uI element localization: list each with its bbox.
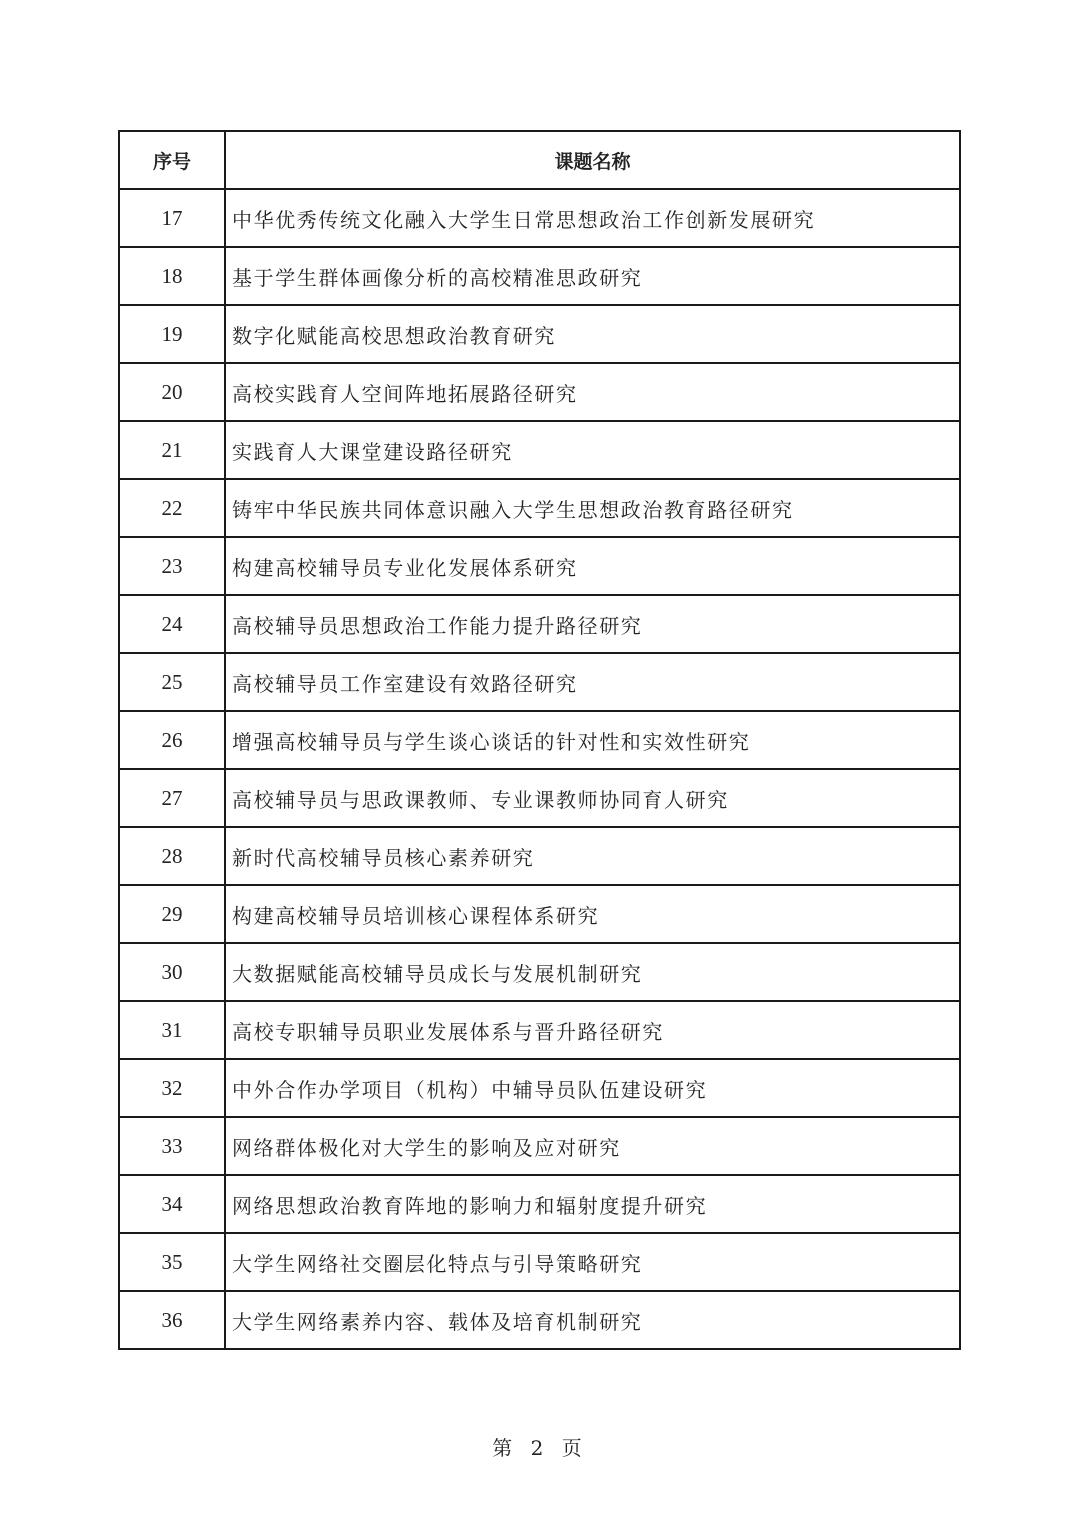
row-title: 增强高校辅导员与学生谈心谈话的针对性和实效性研究 [225,711,960,769]
topics-table [118,130,961,1350]
row-title: 中华优秀传统文化融入大学生日常思想政治工作创新发展研究 [225,189,960,247]
table-row [119,595,960,653]
row-title: 网络思想政治教育阵地的影响力和辐射度提升研究 [225,1175,960,1233]
table-row [119,653,960,711]
row-index: 21 [119,421,225,479]
table-row [119,189,960,247]
table-row [119,1175,960,1233]
row-index: 22 [119,479,225,537]
row-title: 实践育人大课堂建设路径研究 [225,421,960,479]
row-title: 新时代高校辅导员核心素养研究 [225,827,960,885]
page-number: 第 2 页 [492,1436,588,1460]
row-index: 32 [119,1059,225,1117]
row-title: 大学生网络社交圈层化特点与引导策略研究 [225,1233,960,1291]
table-row [119,1059,960,1117]
table-row [119,1291,960,1349]
row-index: 23 [119,537,225,595]
row-title: 高校实践育人空间阵地拓展路径研究 [225,363,960,421]
row-title: 高校辅导员思想政治工作能力提升路径研究 [225,595,960,653]
row-title: 高校辅导员与思政课教师、专业课教师协同育人研究 [225,769,960,827]
row-title: 构建高校辅导员培训核心课程体系研究 [225,885,960,943]
table-row [119,711,960,769]
row-title: 铸牢中华民族共同体意识融入大学生思想政治教育路径研究 [225,479,960,537]
row-title: 数字化赋能高校思想政治教育研究 [225,305,960,363]
table-row [119,885,960,943]
table-row [119,1233,960,1291]
header-index: 序号 [119,131,225,189]
table-header-row [119,131,960,189]
row-title: 构建高校辅导员专业化发展体系研究 [225,537,960,595]
row-index: 17 [119,189,225,247]
row-title: 高校辅导员工作室建设有效路径研究 [225,653,960,711]
table-row [119,827,960,885]
row-title: 中外合作办学项目（机构）中辅导员队伍建设研究 [225,1059,960,1117]
row-index: 27 [119,769,225,827]
row-index: 28 [119,827,225,885]
row-index: 24 [119,595,225,653]
row-index: 36 [119,1291,225,1349]
table-row [119,305,960,363]
row-index: 20 [119,363,225,421]
row-title: 基于学生群体画像分析的高校精准思政研究 [225,247,960,305]
table-row [119,363,960,421]
row-index: 33 [119,1117,225,1175]
row-index: 18 [119,247,225,305]
table-row [119,421,960,479]
table-row [119,479,960,537]
table-row [119,537,960,595]
table-row [119,1117,960,1175]
table-row [119,943,960,1001]
table-row [119,1001,960,1059]
header-title: 课题名称 [225,131,960,189]
row-index: 34 [119,1175,225,1233]
row-index: 30 [119,943,225,1001]
table-row [119,247,960,305]
row-index: 26 [119,711,225,769]
row-index: 31 [119,1001,225,1059]
row-index: 25 [119,653,225,711]
table-row [119,769,960,827]
row-title: 网络群体极化对大学生的影响及应对研究 [225,1117,960,1175]
row-title: 高校专职辅导员职业发展体系与晋升路径研究 [225,1001,960,1059]
row-index: 29 [119,885,225,943]
row-index: 19 [119,305,225,363]
row-title: 大学生网络素养内容、载体及培育机制研究 [225,1291,960,1349]
row-title: 大数据赋能高校辅导员成长与发展机制研究 [225,943,960,1001]
row-index: 35 [119,1233,225,1291]
